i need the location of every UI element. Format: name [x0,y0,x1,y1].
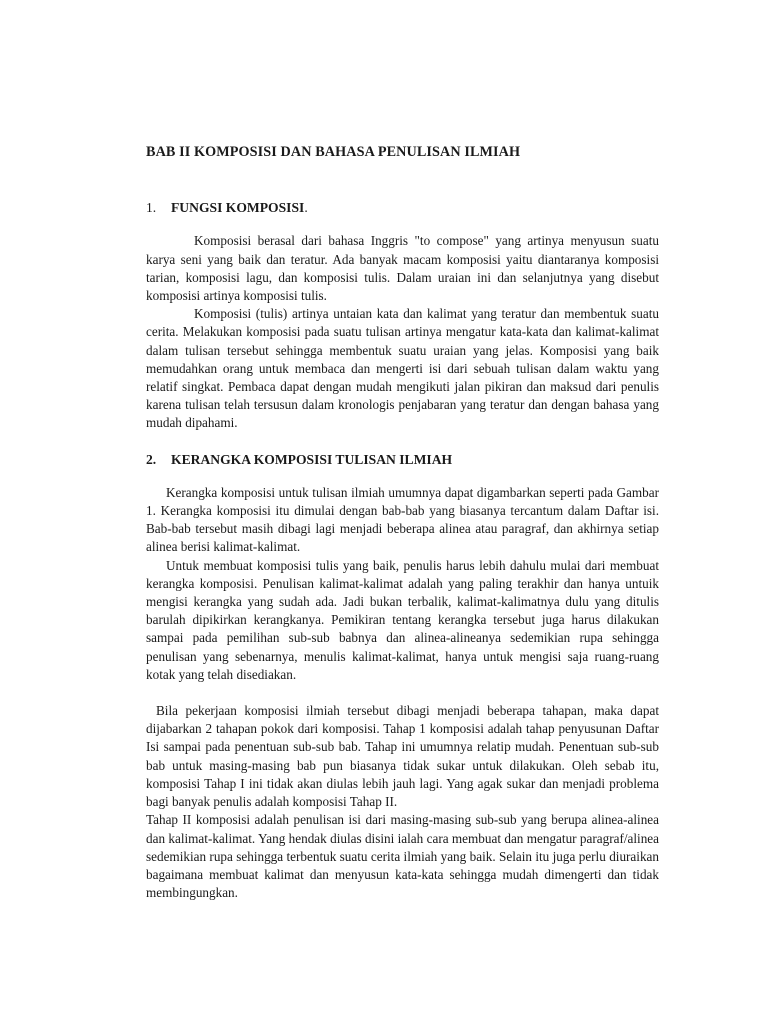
section-1-paragraph-1: Komposisi berasal dari bahasa Inggris "to compose" yang artinya menyusun suatu karya seni yang baik dan teratur. Ada banyak macam komposisi yaitu diantaranya komposisi tarian, komposisi lagu, dan komposisi tulis. Dalam uraian ini dan selanjutnya yang disebut komposisi artinya komposisi tulis. [146,233,659,304]
section-1-heading-text: FUNGSI KOMPOSISI [171,200,305,216]
section-2-paragraph-3: Bila pekerjaan komposisi ilmiah tersebut dibagi menjadi beberapa tahapan, maka dapat dijabarkan 2 tahapan pokok dari komposisi. Tahap 1 komposisi adalah tahap penyusunan Daftar Isi sampai pada penentuan sub-sub bab. Tahap ini umumnya relatip mudah. Penentuan sub-sub bab untuk masing-masing bab pun biasanya tidak sukar untuk dilakukan. Oleh sebab itu, komposisi Tahap I ini tidak akan diulas lebih jauh lagi. Yang agak sukar dan menjadi problema bagi banyak penulis adalah komposisi Tahap II. [146,703,659,810]
section-2-heading-text: KERANGKA KOMPOSISI TULISAN ILMIAH [171,451,453,467]
section-1-heading-suffix: . [304,200,308,216]
section-1-paragraph-2: Komposisi (tulis) artinya untaian kata dan kalimat yang teratur dan membentuk suatu cerita. Melakukan komposisi pada suatu tulisan artinya mengatur kata-kata dan kalimat-kalimat dalam tulisan tersebut sehingga membentuk suatu uraian yang jelas. Komposisi yang baik memudahkan orang untuk membaca dan mengerti isi dari sebuah tulisan dalam waktu yang relatif singkat. Pembaca dapat dengan mudah mengikuti jalan pikiran dan maksud dari penulis karena tulisan telah tersusun dalam kronologis penjabaran yang teratur dan dengan bahasa yang mudah dipahami. [146,306,659,431]
section-2-paragraph-4: Tahap II komposisi adalah penulisan isi dari masing-masing sub-sub yang berupa alinea-alinea dan kalimat-kalimat. Yang hendak diulas disini ialah cara membuat dan mengatur paragraf/alinea sedemikian rupa sehingga terbentuk suatu cerita ilmiah yang baik. Selain itu juga perlu diuraikan bagaimana membuat kalimat dan menyusun kata-kata sehingga mudah dimengerti dan tidak membingungkan. [146,812,659,901]
section-1-number: 1. [146,200,157,216]
document-page [146,143,659,902]
section-2-paragraph-2: Untuk membuat komposisi tulis yang baik, penulis harus lebih dahulu mulai dari membuat kerangka komposisi. Penulisan kalimat-kalimat adalah yang paling terakhir dan hanya untuik mengisi kerangka yang sudah ada. Jadi bukan terbalik, kalimat-kalimatnya dulu yang ditulis barulah dipikirkan kerangkanya. Pemikiran tentang kerangka tersebut juga harus dilakukan sampai pada pemilihan sub-sub babnya dan alinea-alineanya sedemikian rupa sehingga penulisan yang sebenarnya, menulis kalimat-kalimat, hanya untuk mengisi saja ruang-ruang kotak yang telah disediakan. [146,557,659,682]
chapter-title: BAB II KOMPOSISI DAN BAHASA PENULISAN ILMIAH [146,144,521,160]
section-2-number: 2. [146,451,157,467]
section-2-heading [146,451,659,469]
section-2-paragraph-1: Kerangka komposisi untuk tulisan ilmiah umumnya dapat digambarkan seperti pada Gambar 1. Kerangka komposisi itu dimulai dengan bab-bab yang biasanya tercantum dalam Daftar isi. Bab-bab tersebut masih dibagi lagi menjadi beberapa alinea atau paragraf, dan akhirnya setiap alinea berisi kalimat-kalimat. [146,484,659,555]
section-1-heading [146,199,659,217]
